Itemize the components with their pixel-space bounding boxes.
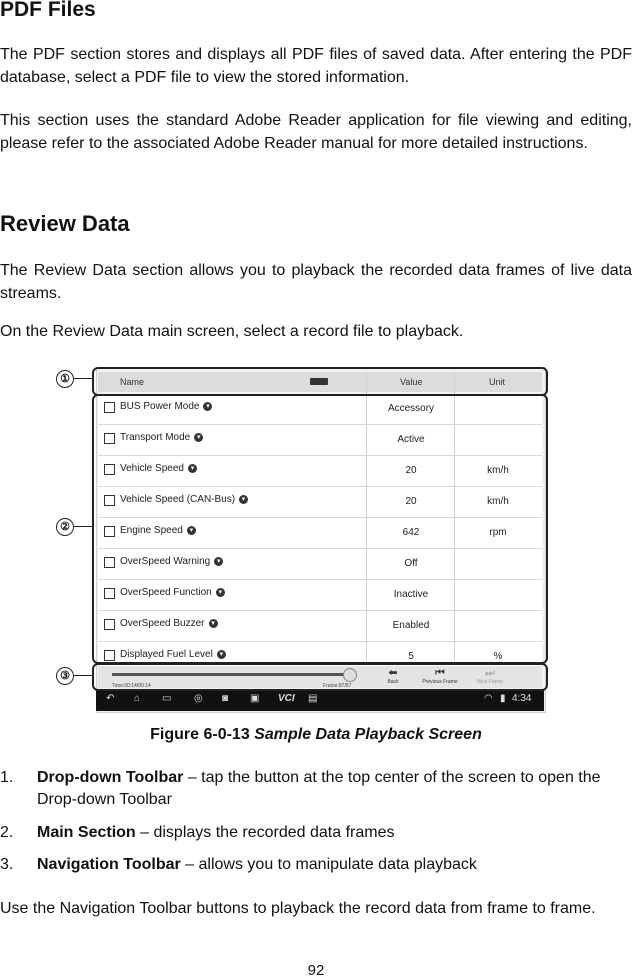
caption-title: Sample Data Playback Screen bbox=[254, 726, 482, 743]
pdf-para-1: The PDF section stores and displays all PDF files of saved data. After entering the PDF database, select a PDF file to view the stored information. bbox=[0, 46, 632, 86]
list-term: Navigation Toolbar bbox=[37, 856, 181, 873]
frame-readout: Frame:87/87 bbox=[323, 683, 352, 689]
dropdown-icon[interactable]: ▾ bbox=[203, 402, 212, 411]
row-value: Enabled bbox=[392, 620, 430, 631]
pdf-files-heading: PDF Files bbox=[0, 0, 96, 21]
clock: 4:34 bbox=[512, 693, 532, 704]
list-number: 3. bbox=[0, 856, 14, 873]
time-readout: Time:00:14/00:14 bbox=[112, 683, 151, 689]
row-unit: rpm bbox=[489, 527, 507, 538]
row-value: 20 bbox=[405, 465, 417, 476]
list-number: 2. bbox=[0, 824, 14, 841]
row-value: 20 bbox=[405, 496, 417, 507]
previous-frame-label: Previous Frame bbox=[422, 679, 458, 685]
dropdown-icon[interactable]: ▾ bbox=[209, 619, 218, 628]
review-para-1: The Review Data section allows you to playback the recorded data frames of live data streams. bbox=[0, 262, 632, 302]
shortcut-icon[interactable]: ▤ bbox=[308, 693, 318, 704]
row-name-text: OverSpeed Buzzer bbox=[120, 618, 205, 629]
wifi-icon: ◠ bbox=[484, 693, 493, 704]
dropdown-icon[interactable]: ▾ bbox=[194, 433, 203, 442]
callout-frame-1 bbox=[92, 367, 548, 396]
row-unit: km/h bbox=[487, 465, 509, 476]
vci-icon: VCI bbox=[278, 693, 295, 704]
row-value: 642 bbox=[402, 527, 420, 538]
row-value: Inactive bbox=[393, 589, 429, 600]
row-name-text: Vehicle Speed bbox=[120, 463, 184, 474]
row-name-text: Transport Mode bbox=[120, 432, 191, 443]
list-desc: – allows you to manipulate data playback bbox=[180, 856, 477, 873]
dropdown-icon[interactable]: ▾ bbox=[187, 526, 196, 535]
dropdown-icon[interactable]: ▾ bbox=[214, 557, 223, 566]
system-bar bbox=[96, 689, 544, 711]
callout-frame-3 bbox=[92, 663, 548, 691]
closing-paragraph: Use the Navigation Toolbar buttons to playback the record data from frame to frame. bbox=[0, 900, 596, 917]
row-name-text: OverSpeed Warning bbox=[120, 556, 211, 567]
list-text bbox=[37, 767, 632, 811]
header-name: Name bbox=[120, 377, 145, 387]
figure-caption bbox=[0, 726, 632, 744]
back-arrow-icon: ⬅ bbox=[388, 667, 398, 679]
review-data-heading: Review Data bbox=[0, 211, 130, 236]
callout-2: ② bbox=[56, 518, 74, 536]
home-icon[interactable]: ⌂ bbox=[134, 693, 141, 704]
browser-icon[interactable]: ◎ bbox=[194, 693, 203, 704]
dropdown-icon[interactable]: ▾ bbox=[217, 650, 226, 659]
next-frame-icon: ⏭ bbox=[485, 667, 495, 679]
screenshot-icon[interactable]: ▣ bbox=[250, 693, 260, 704]
battery-icon: ▮ bbox=[500, 693, 506, 704]
camera-icon[interactable]: ◙ bbox=[222, 693, 229, 704]
list-text bbox=[37, 822, 632, 844]
row-value: Accessory bbox=[387, 403, 435, 414]
dropdown-icon[interactable]: ▾ bbox=[216, 588, 225, 597]
previous-frame-icon: ⏮ bbox=[435, 667, 445, 679]
row-value: Active bbox=[397, 434, 425, 445]
callout-line-1 bbox=[73, 378, 93, 379]
review-para-2: On the Review Data main screen, select a record file to playback. bbox=[0, 323, 464, 340]
callout-frame-2 bbox=[92, 394, 548, 664]
list-text bbox=[37, 854, 632, 876]
list-desc: – displays the recorded data frames bbox=[135, 824, 395, 841]
row-unit: % bbox=[493, 651, 503, 662]
row-unit: km/h bbox=[487, 496, 509, 507]
row-name-text: Engine Speed bbox=[120, 525, 183, 536]
back-label: Back bbox=[387, 679, 399, 685]
callout-3: ③ bbox=[56, 667, 74, 685]
list-desc: – tap the button at the top center of the screen to open the Drop-down Toolbar bbox=[37, 769, 601, 808]
row-value: Off bbox=[404, 558, 418, 569]
list-term: Main Section bbox=[37, 824, 136, 841]
row-name-text: Displayed Fuel Level bbox=[120, 649, 213, 660]
callout-1: ① bbox=[56, 370, 74, 388]
row-name-text: Vehicle Speed (CAN-Bus) bbox=[120, 494, 236, 505]
row-value: 5 bbox=[408, 651, 414, 662]
row-name-text: BUS Power Mode bbox=[120, 401, 200, 412]
row-name-text: OverSpeed Function bbox=[120, 587, 212, 598]
caption-prefix: Figure 6-0-13 bbox=[150, 726, 255, 743]
list-term: Drop-down Toolbar bbox=[37, 769, 184, 786]
pdf-para-2: This section uses the standard Adobe Reader application for file viewing and editing, please refer to the associated Adobe Reader manual for more detailed instructions. bbox=[0, 112, 632, 152]
header-value: Value bbox=[400, 377, 423, 387]
callout-line-3 bbox=[73, 675, 93, 676]
dropdown-icon[interactable]: ▾ bbox=[239, 495, 248, 504]
next-frame-label: Next Frame bbox=[476, 679, 504, 685]
dropdown-icon[interactable]: ▾ bbox=[188, 464, 197, 473]
page-number: 92 bbox=[307, 962, 325, 979]
callout-line-2 bbox=[73, 526, 93, 527]
header-unit: Unit bbox=[489, 377, 506, 387]
list-number: 1. bbox=[0, 769, 14, 786]
recent-apps-icon[interactable]: ▭ bbox=[162, 693, 172, 704]
back-nav-icon[interactable]: ↶ bbox=[106, 693, 115, 704]
